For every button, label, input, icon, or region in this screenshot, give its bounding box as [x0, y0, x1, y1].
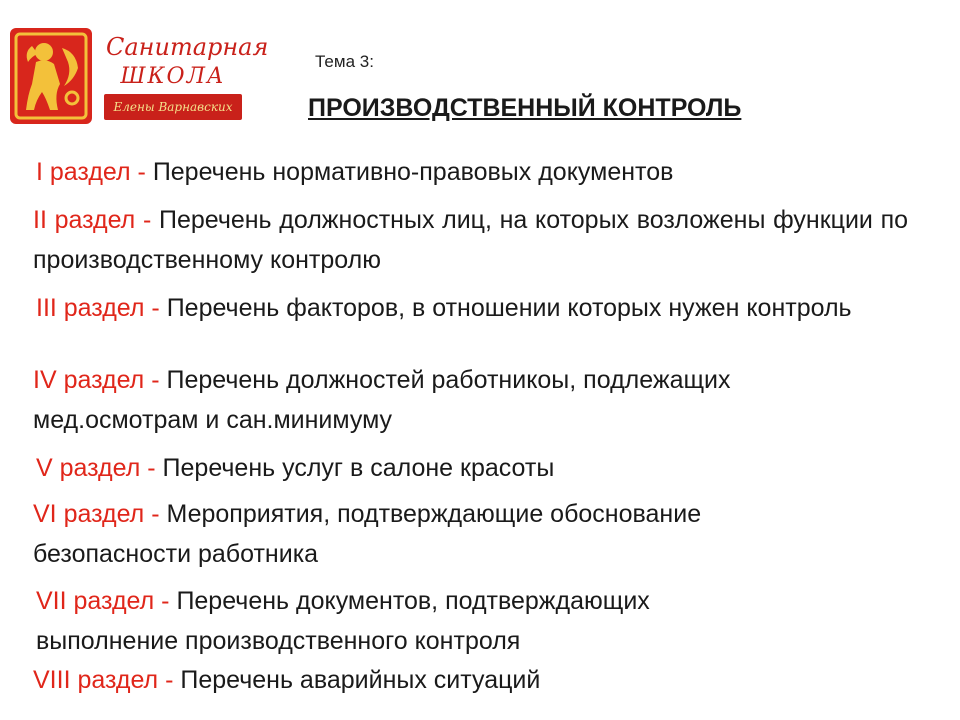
section-1	[36, 152, 916, 192]
section-label: VIII раздел -	[33, 666, 174, 694]
section-3	[36, 288, 908, 328]
section-8	[33, 660, 913, 700]
section-text: Перечень нормативно-правовых документов	[152, 158, 674, 186]
logo-subtitle: Елены Варнавских	[104, 94, 242, 120]
section-text: Перечень должностей работникоы, подлежащих мед.осмотрам и сан.минимуму	[33, 366, 731, 434]
section-text: Перечень документов, подтверждающих выполнение производственного контроля	[36, 587, 650, 655]
section-text: Мероприятия, подтверждающие обоснование безопасности работника	[33, 500, 702, 568]
page-title: ПРОИЗВОДСТВЕННЫЙ КОНТРОЛЬ	[308, 94, 742, 122]
logo-title-line2: ШКОЛА	[120, 64, 226, 89]
section-label: VII раздел -	[36, 587, 170, 615]
figure-emblem-icon	[10, 28, 92, 124]
section-label: V раздел -	[36, 454, 156, 482]
section-5	[36, 448, 916, 488]
section-label: III раздел -	[36, 294, 160, 322]
logo-title	[106, 32, 269, 92]
section-label: II раздел -	[33, 206, 152, 234]
section-7	[36, 581, 776, 661]
section-text: Перечень должностных лиц, на которых возложены функции по производственному контролю	[33, 206, 909, 274]
section-text: Перечень аварийных ситуаций	[180, 666, 541, 694]
section-4	[33, 360, 883, 440]
section-text: Перечень факторов, в отношении которых нужен контроль	[166, 294, 852, 322]
section-6	[33, 494, 843, 574]
logo	[10, 28, 269, 124]
logo-title-line1: Санитарная	[106, 33, 269, 61]
section-label: VI раздел -	[33, 500, 160, 528]
topic-label: Тема 3:	[315, 52, 374, 71]
section-text: Перечень услуг в салоне красоты	[162, 454, 555, 482]
section-2	[33, 200, 908, 280]
section-label: IV раздел -	[33, 366, 160, 394]
section-label: I раздел -	[36, 158, 146, 186]
